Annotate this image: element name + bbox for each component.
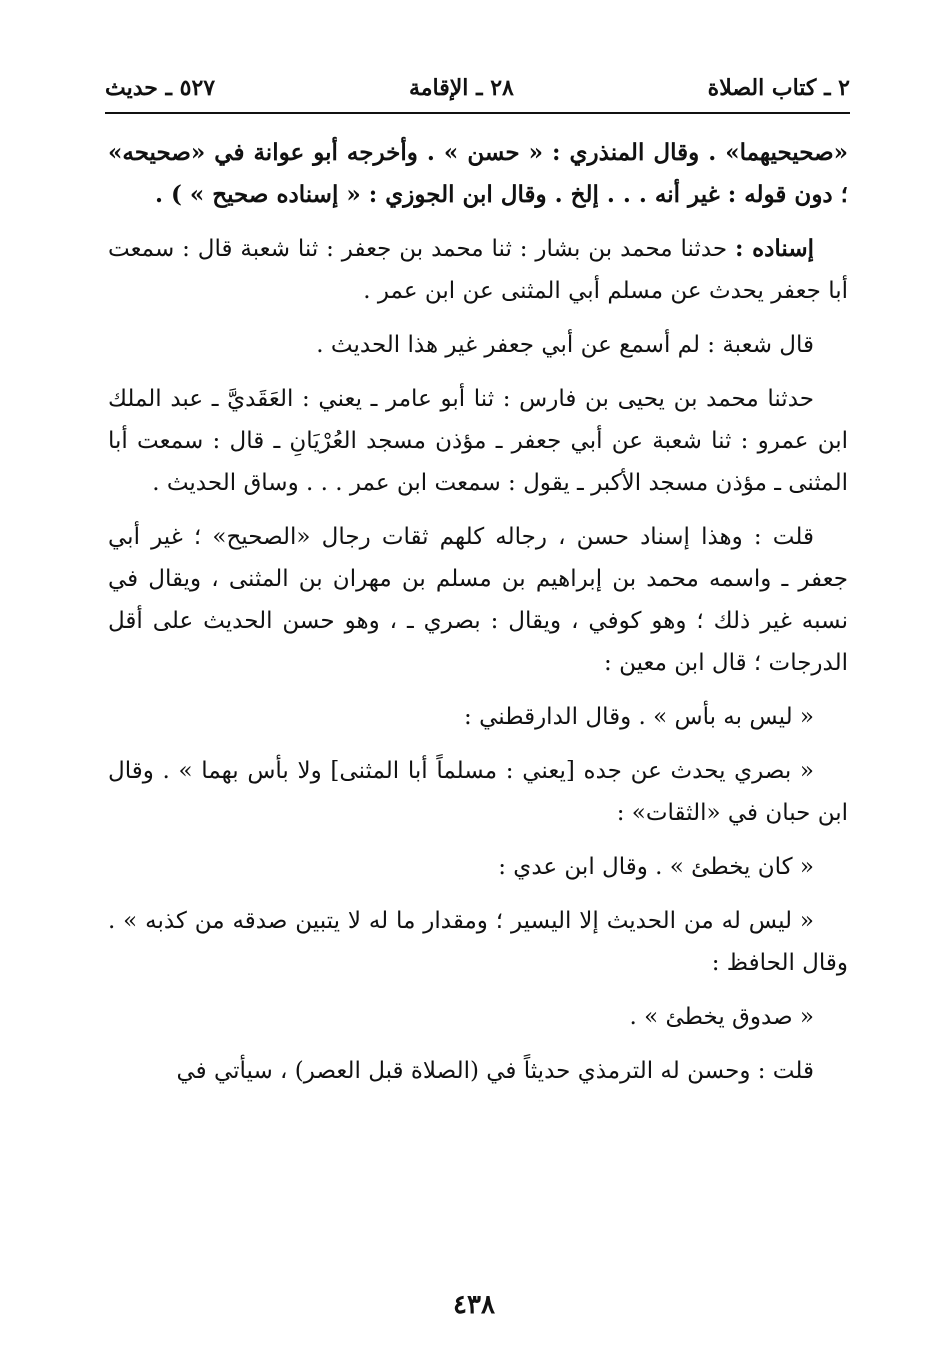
- paragraph: [108, 228, 848, 312]
- main-text: [108, 132, 848, 1104]
- quotation: « ليس له من الحديث إلا اليسير ؛ ومقدار ما له لا يتبين صدقه من كذبه » . وقال الحافظ :: [108, 908, 848, 976]
- header-book-title: ٢ ـ كتاب الصلاة: [707, 75, 850, 101]
- paragraph-lead: إسناده :: [735, 235, 814, 262]
- header-chapter-title: ٢٨ ـ الإقامة: [408, 75, 514, 101]
- paragraph: قلت : وحسن له الترمذي حديثاً في (الصلاة قبل العصر) ، سيأتي في: [176, 1058, 814, 1084]
- quotation: « كان يخطئ » . وقال ابن عدي :: [498, 854, 814, 880]
- page-number: ٤٣٨: [453, 1290, 495, 1320]
- quotation: « ليس به بأس » . وقال الدارقطني :: [464, 704, 814, 730]
- paragraph: قال شعبة : لم أسمع عن أبي جعفر غير هذا الحديث .: [316, 332, 814, 358]
- running-header: [105, 68, 850, 108]
- header-divider: [105, 112, 850, 114]
- quotation: « بصري يحدث عن جده [يعني : مسلماً أبا المثنى] ولا بأس بهما » . وقال ابن حبان في «الثقات» :: [108, 758, 848, 826]
- header-hadith-number: ٥٢٧ ـ حديث: [105, 75, 216, 101]
- paragraph: حدثنا محمد بن يحيى بن فارس : ثنا أبو عامر ـ يعني : العَقَديَّ ـ عبد الملك ابن عمرو : ثنا شعبة عن أبي جعفر ـ مؤذن مسجد العُرْيَانِ ـ قال : سمعت أبا المثنى ـ مؤذن مسجد الأكبر ـ يقول : سمعت ابن عمر . . . وساق الحديث .: [108, 386, 848, 496]
- quotation: « صدوق يخطئ » .: [629, 1004, 814, 1030]
- paragraph-text: حدثنا محمد بن بشار : ثنا محمد بن جعفر : ثنا شعبة قال : سمعت أبا جعفر يحدث عن مسلم أبي المثنى عن ابن عمر .: [108, 236, 848, 304]
- paragraph: «صحيحيهما» . وقال المنذري : « حسن » . وأخرجه أبو عوانة في «صحيحه» ؛ دون قوله : غير أنه . . . إلخ . وقال ابن الجوزي : « إسناده صحيح » ) .: [108, 139, 848, 208]
- paragraph: قلت : وهذا إسناد حسن ، رجاله كلهم ثقات رجال «الصحيح» ؛ غير أبي جعفر ـ واسمه محمد بن إبراهيم بن مسلم بن مهران بن المثنى ، ويقال في نسبه غير ذلك ؛ وهو كوفي ، ويقال : بصري ـ ، وهو حسن الحديث على أقل الدرجات ؛ قال ابن معين :: [108, 524, 848, 676]
